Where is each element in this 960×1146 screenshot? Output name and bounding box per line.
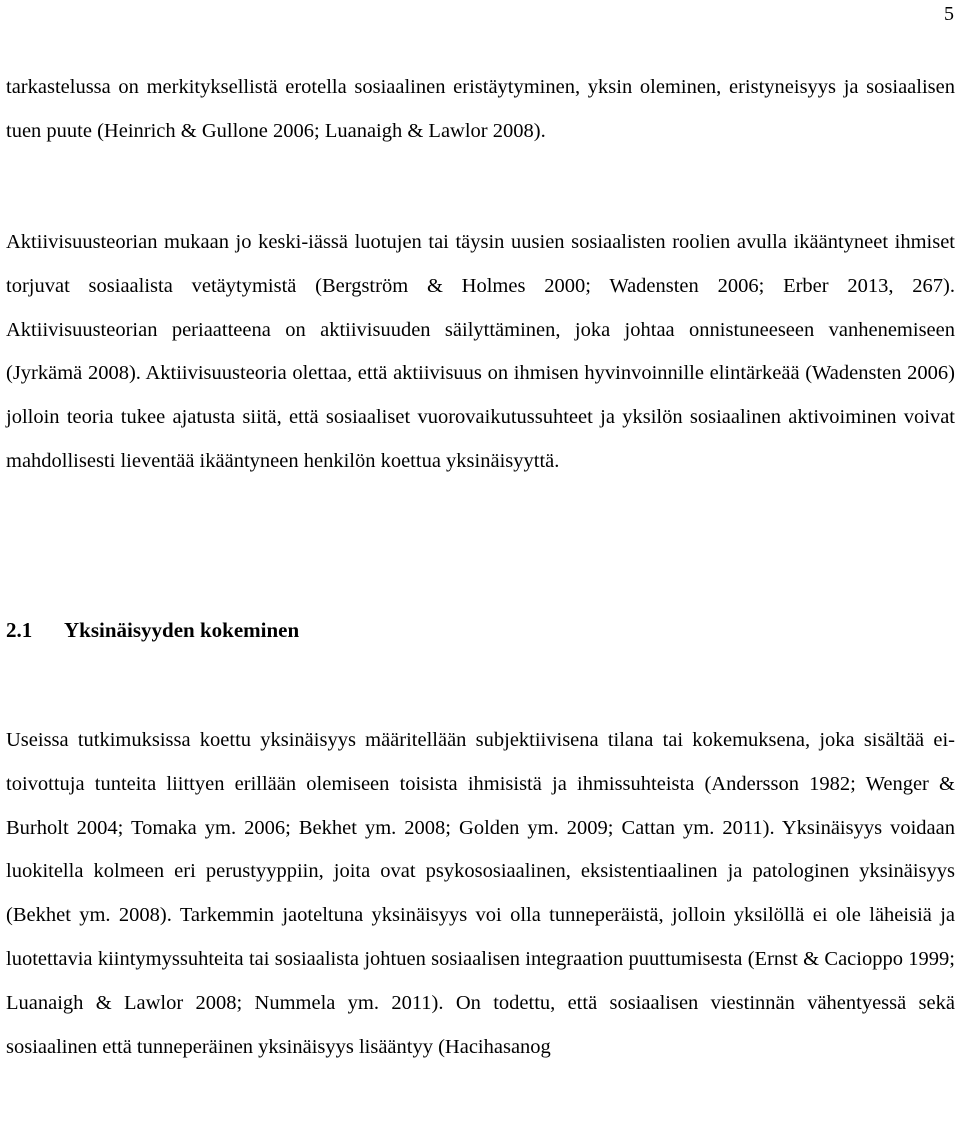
page-number: 5 bbox=[944, 3, 954, 25]
section-title: Yksinäisyyden kokeminen bbox=[64, 618, 300, 642]
section-number: 2.1 bbox=[6, 618, 33, 642]
body-paragraph: Aktiivisuusteorian mukaan jo keski-iässä luotujen tai täysin uusien sosiaalisten roolien avulla ikääntyneet ihmiset torjuvat sosiaalista vetäytymistä (Bergström & Holmes 2000; Wadensten 2006; Erber 2013, 267). Aktiivisuusteorian periaatteena on aktiivisuuden säilyttäminen, joka johtaa onnistuneeseen vanhenemiseen (Jyrkämä 2008). Aktiivisuusteoria olettaa, että aktiivisuus on ihmisen hyvinvoinnille elintärkeää (Wadensten 2006) jolloin teoria tukee ajatusta siitä, että sosiaaliset vuorovaikutussuhteet ja yksilön sosiaalinen aktivoiminen voivat mahdollisesti lieventää ikääntyneen henkilön koettua yksinäisyyttä. bbox=[6, 231, 955, 472]
body-paragraph: tarkastelussa on merkityksellistä erotella sosiaalinen eristäytyminen, yksin oleminen, eristyneisyys ja sosiaalisen tuen puute (Heinrich & Gullone 2006; Luanaigh & Lawlor 2008). bbox=[6, 76, 955, 142]
section-heading bbox=[6, 612, 299, 648]
body-paragraph: Useissa tutkimuksissa koettu yksinäisyys määritellään subjektiivisena tilana tai kokemuksena, joka sisältää ei-toivottuja tunteita liittyen erillään olemiseen toisista ihmisistä ja ihmissuhteista (Andersson 1982; Wenger & Burholt 2004; Tomaka ym. 2006; Bekhet ym. 2008; Golden ym. 2009; Cattan ym. 2011). Yksinäisyys voidaan luokitella kolmeen eri perustyyppiin, joita ovat psykososiaalinen, eksistentiaalinen ja patologinen yksinäisyys (Bekhet ym. 2008). Tarkemmin jaoteltuna yksinäisyys voi olla tunneperäistä, jolloin yksilöllä ei ole läheisiä ja luotettavia kiintymyssuhteita tai sosiaalista johtuen sosiaalisen integraation puuttumisesta (Ernst & Cacioppo 1999; Luanaigh & Lawlor 2008; Nummela ym. 2011). On todettu, että sosiaalisen viestinnän vähentyessä sekä sosiaalinen että tunneperäinen yksinäisyys lisääntyy (Hacihasanog bbox=[6, 729, 955, 1058]
